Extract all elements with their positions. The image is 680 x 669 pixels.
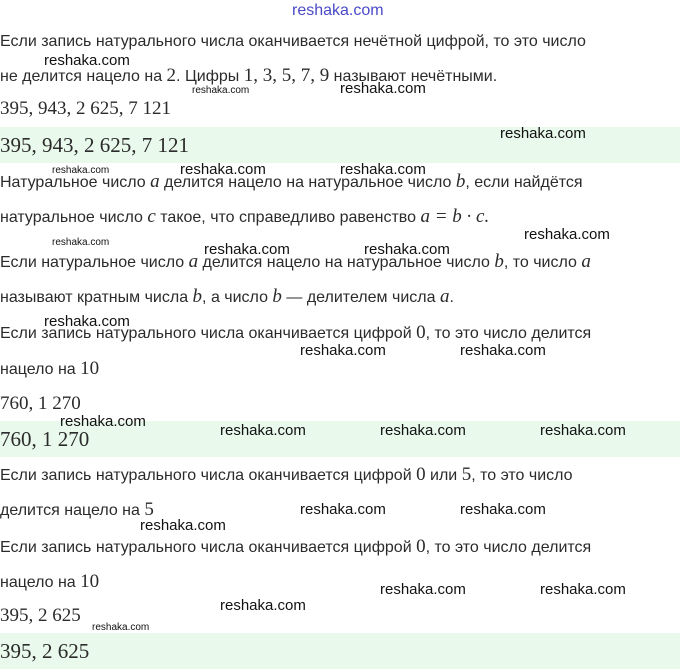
math-var: b (272, 286, 282, 307)
text: натуральное число (0, 209, 148, 226)
text: , то это число делится (425, 539, 592, 556)
math-digits: 1, 3, 5, 7, 9 (243, 65, 330, 86)
numbers-list-3: 395, 2 625 (0, 605, 81, 626)
watermark: reshaka.com (204, 241, 290, 258)
math-number: 0 (416, 322, 426, 343)
text: Если натуральное число (0, 254, 189, 271)
watermark: reshaka.com (540, 581, 626, 598)
watermark: reshaka.com (524, 226, 610, 243)
text: Если запись натурального числа оканчивается цифрой (0, 467, 417, 484)
rule1-line1: Если запись натурального числа оканчивается нечётной цифрой, то это число (0, 33, 586, 50)
watermark: reshaka.com (52, 165, 110, 176)
answer-text-3: 395, 2 625 (0, 639, 90, 663)
watermark: reshaka.com (44, 52, 130, 69)
math-number: 10 (80, 571, 100, 592)
text: делится нацело на натуральное число (198, 254, 495, 271)
math-number: 0 (416, 536, 426, 557)
rule6-line2 (0, 572, 99, 593)
text: , то это число делится (425, 325, 592, 342)
watermark: reshaka.com (220, 597, 306, 614)
math-number: 0 (416, 464, 426, 485)
rule6-line1 (0, 537, 591, 558)
rule2-line2 (0, 207, 489, 228)
watermark: reshaka.com (380, 422, 466, 439)
text: , если найдётся (465, 174, 583, 191)
math-number: 2 (166, 65, 177, 86)
watermark: reshaka.com (460, 501, 546, 518)
text: . (449, 289, 454, 306)
text: Натуральное число (0, 174, 151, 191)
text: делится нацело на (0, 502, 145, 519)
watermark: reshaka.com (380, 581, 466, 598)
watermark: reshaka.com (300, 342, 386, 359)
math-var: b (192, 286, 203, 307)
watermark: reshaka.com (52, 237, 110, 248)
text: , а число (202, 289, 273, 306)
answer-box-3 (0, 633, 680, 669)
rule5-line1 (0, 465, 573, 486)
text: , то это число (471, 467, 573, 484)
watermark: reshaka.com (460, 342, 546, 359)
text: такое, что справедливо равенство (155, 209, 421, 226)
answer-text-2: 760, 1 270 (0, 427, 90, 451)
math-var: a (439, 286, 450, 307)
watermark: reshaka.com (340, 161, 426, 178)
text: делится нацело на натуральное число (159, 174, 456, 191)
math-equation: a = b · c. (420, 206, 490, 227)
watermark: reshaka.com (292, 2, 384, 19)
watermark: reshaka.com (60, 413, 146, 430)
text: Если запись натурального числа оканчивается цифрой (0, 539, 417, 556)
text: называют нечётными. (329, 68, 498, 85)
answer-text-1: 395, 943, 2 625, 7 121 (0, 133, 189, 157)
text: , то число (503, 254, 582, 271)
text: Если запись натурального числа оканчивается цифрой (0, 325, 417, 342)
watermark: reshaka.com (340, 80, 426, 97)
watermark: reshaka.com (500, 125, 586, 142)
math-var: a (188, 251, 199, 272)
math-var: c (147, 206, 156, 227)
numbers-list-2: 760, 1 270 (0, 393, 81, 414)
watermark: reshaka.com (192, 85, 250, 96)
math-var: a (581, 251, 591, 272)
math-var: b (455, 171, 466, 192)
watermark: reshaka.com (180, 161, 266, 178)
rule4-line2 (0, 359, 99, 380)
math-var: b (494, 251, 504, 272)
math-var: a (150, 171, 160, 192)
text: или (425, 467, 462, 484)
numbers-list-1: 395, 943, 2 625, 7 121 (0, 98, 171, 119)
text: не делится нацело на (0, 68, 167, 85)
math-number: 10 (80, 358, 100, 379)
watermark: reshaka.com (92, 622, 150, 633)
watermark: reshaka.com (300, 501, 386, 518)
watermark: reshaka.com (540, 422, 626, 439)
watermark: reshaka.com (44, 313, 130, 330)
math-number: 5 (144, 499, 154, 520)
text: — делителем числа (281, 289, 440, 306)
text: нацело на (0, 574, 81, 591)
text: называют кратным числа (0, 289, 193, 306)
watermark: reshaka.com (364, 241, 450, 258)
text: нацело на (0, 361, 81, 378)
rule3-line1 (0, 252, 591, 273)
watermark: reshaka.com (140, 517, 226, 534)
rule5-line2 (0, 500, 154, 521)
text: . Цифры (176, 68, 244, 85)
math-number: 5 (461, 464, 472, 485)
rule3-line2 (0, 287, 454, 308)
watermark: reshaka.com (220, 422, 306, 439)
